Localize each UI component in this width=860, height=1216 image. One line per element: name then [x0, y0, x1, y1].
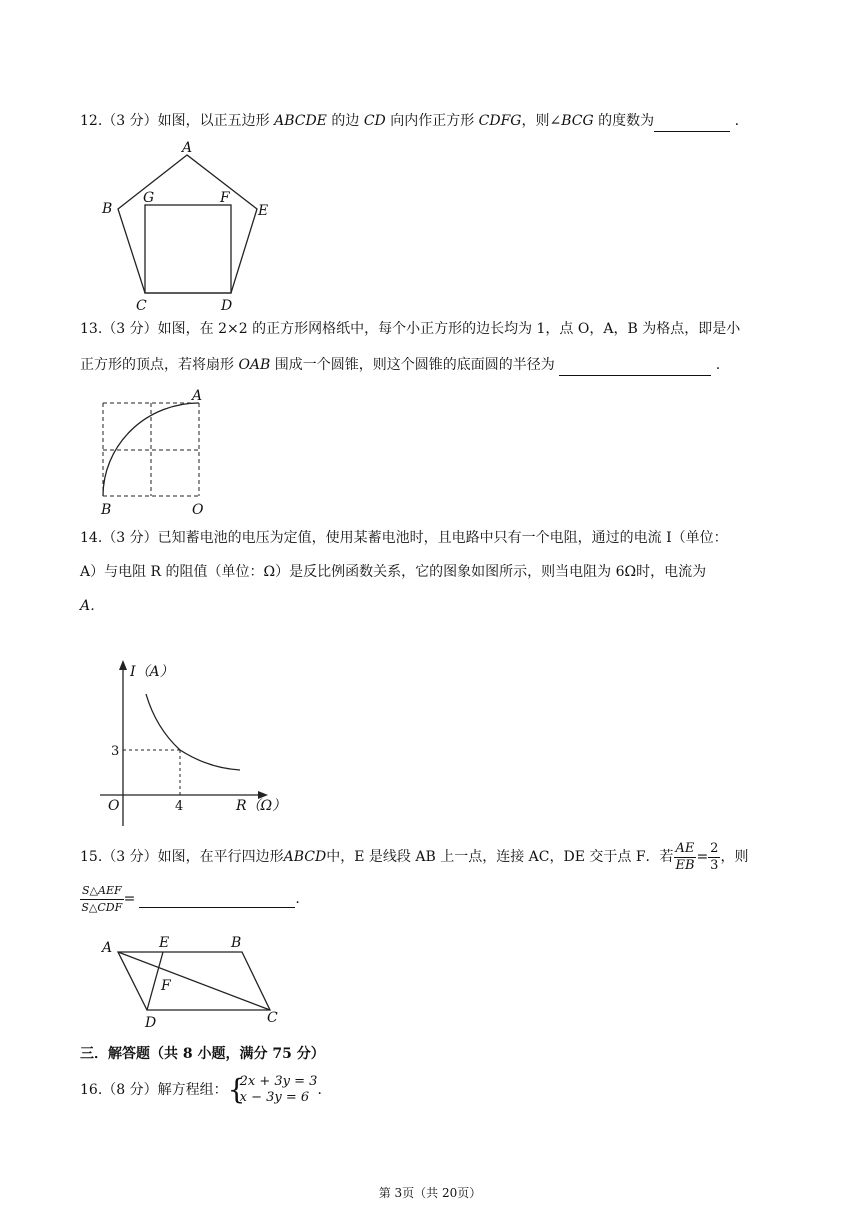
- q15-area-den: S△CDF: [81, 900, 123, 914]
- q15-value-fraction: [708, 841, 720, 874]
- q15-label-e: E: [159, 935, 170, 951]
- q12-label-c: C: [136, 298, 147, 314]
- q12-answer-blank[interactable]: [654, 115, 730, 132]
- q13-line1: 13.（3 分）如图，在 2×2 的正方形网格纸中，每个小正方形的边长均为 1，点 O，A，B 为格点，即是小: [80, 321, 741, 337]
- question-14: [80, 527, 728, 617]
- q12-label-g: G: [143, 190, 155, 206]
- q15-text-c: ，则: [720, 849, 749, 865]
- q13-label-a: A: [192, 388, 203, 404]
- q12-pentagon-figure: [100, 140, 275, 312]
- q12-end: .: [730, 113, 740, 129]
- q15-ratio-num: AE: [675, 840, 695, 856]
- q15-answer-blank[interactable]: [139, 891, 295, 908]
- q15-label-c: C: [267, 1010, 278, 1026]
- question-15: [80, 838, 748, 918]
- q15-text-b: 中，E 是线段 AB 上一点，连接 AC，DE 交于点 F．若: [326, 849, 674, 865]
- q12-label-a: A: [182, 140, 193, 156]
- q12-text-4: ，则∠: [521, 113, 562, 129]
- q14-line2: A）与电阻 R 的阻值（单位：Ω）是反比例函数关系，它的图象如图所示，则当电阻为 6Ω时，电流为: [80, 564, 707, 580]
- q16-eq2: x − 3y = 6: [239, 1090, 310, 1105]
- q16-brace: {: [227, 1073, 246, 1106]
- q13-end: .: [711, 357, 721, 373]
- q14-y-axis-label: I（A）: [130, 664, 174, 680]
- q12-angle: BCG: [561, 113, 594, 129]
- q13-grid-figure: [98, 388, 208, 516]
- q15-parallelogram-figure: [100, 932, 290, 1032]
- q14-inverse-curve: [146, 694, 240, 770]
- q12-text-2: 的边: [326, 113, 364, 129]
- q15-ratio-den: EB: [675, 857, 695, 873]
- question-13: [80, 318, 740, 376]
- q15-area-fraction: [80, 883, 124, 916]
- q16-equation-system: [228, 1074, 318, 1106]
- q13-label-b: B: [101, 502, 112, 518]
- q15-val-num: 2: [710, 840, 719, 856]
- q14-line3: A．: [80, 598, 105, 614]
- q12-label-f: F: [220, 190, 230, 206]
- q14-graph-figure: [100, 658, 290, 828]
- q15-label-a: A: [102, 940, 113, 956]
- question-12: [80, 110, 739, 132]
- q12-square: CDFG: [478, 113, 522, 129]
- q12-text-3: 向内作正方形: [385, 113, 479, 129]
- q13-sector: OAB: [238, 357, 271, 373]
- q15-parallelogram: ABCD: [283, 849, 327, 865]
- q13-label-o: O: [192, 502, 204, 518]
- q16-eq1: 2x + 3y = 3: [239, 1074, 318, 1089]
- q15-label-d: D: [145, 1015, 157, 1031]
- q15-label-b: B: [231, 935, 242, 951]
- q12-text-5: 的度数为: [593, 113, 655, 129]
- q12-pentagon-name: ABCDE: [274, 113, 327, 129]
- question-16: [80, 1074, 331, 1106]
- q15-end: .: [295, 891, 300, 907]
- q13-text-b: 围成一个圆锥，则这个圆锥的底面圆的半径为: [270, 357, 560, 373]
- q13-answer-blank[interactable]: [559, 359, 711, 376]
- q14-origin-label: O: [108, 798, 120, 814]
- q14-line1: 14.（3 分）已知蓄电池的电压为定值，使用某蓄电池时，且电路中只有一个电阻，通过的电流 I（单位：: [80, 530, 728, 546]
- page-footer: 第 3页（共 20页）: [378, 1186, 482, 1200]
- q14-x-tick-label: 4: [175, 799, 184, 814]
- q12-label-b: B: [102, 201, 113, 217]
- q13-line2: [80, 354, 740, 376]
- q15-area-num: S△AEF: [80, 883, 124, 900]
- q14-x-axis-label: R（Ω）: [236, 798, 287, 814]
- q15-val-den: 3: [710, 857, 719, 873]
- q12-label-e: E: [258, 203, 269, 219]
- q15-line2: [80, 880, 748, 918]
- q13-text-a: 正方形的顶点，若将扇形: [80, 357, 239, 373]
- q12-side: CD: [363, 113, 386, 129]
- q16-text: 16.（8 分）解方程组：: [80, 1082, 228, 1098]
- q15-text-a: 15.（3 分）如图，在平行四边形: [80, 849, 284, 865]
- q12-label-d: D: [221, 298, 233, 314]
- q15-label-f: F: [161, 978, 171, 994]
- q15-line1: [80, 838, 748, 876]
- q15-eq: =: [696, 849, 709, 865]
- q16-end: ．: [317, 1082, 332, 1098]
- q14-y-tick-label: 3: [111, 744, 120, 759]
- q12-text: 12.（3 分）如图，以正五边形: [80, 113, 275, 129]
- q15-eq2: =: [123, 891, 136, 907]
- q15-ratio-fraction: [674, 841, 697, 874]
- section-heading: 三．解答题（共 8 小题，满分 75 分）: [80, 1046, 325, 1062]
